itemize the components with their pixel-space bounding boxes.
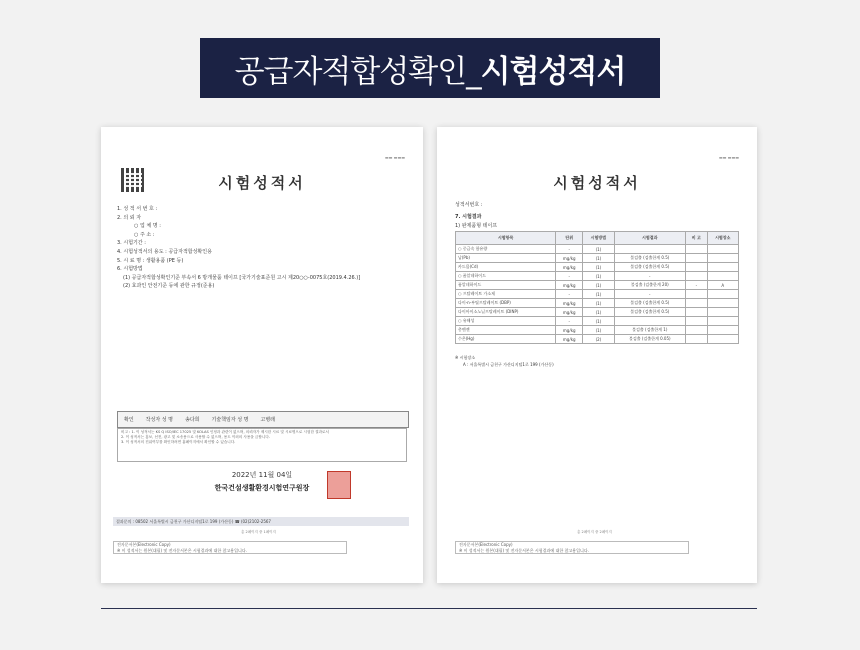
table-cell: -	[556, 245, 583, 254]
section-heading: 7. 시험결과	[455, 214, 482, 220]
report-title: 시험성적서	[218, 174, 306, 192]
table-cell	[707, 299, 738, 308]
table-cell: (1)	[583, 299, 614, 308]
table-cell: mg/kg	[556, 308, 583, 317]
table-cell	[685, 245, 707, 254]
table-cell: mg/kg	[556, 299, 583, 308]
electronic-copy-notice	[113, 541, 347, 554]
table-cell: -	[685, 281, 707, 290]
table-cell: 불검출 (검출한계 1)	[614, 326, 685, 335]
table-row	[456, 263, 739, 272]
table-cell	[707, 290, 738, 299]
table-cell	[685, 299, 707, 308]
table-cell: 불검출 (검출한계 0.05)	[614, 335, 685, 344]
table-cell: -	[556, 272, 583, 281]
field-line: ○ 업 체 명 :	[134, 223, 161, 230]
table-cell: (1)	[583, 326, 614, 335]
approval-cell: 작성자 성 명	[145, 417, 174, 423]
table-cell	[685, 263, 707, 272]
note-line: 3. 이 성적서의 진위여부를 확인하려면 홈페이지에서 확인할 수 있습니다.	[121, 440, 236, 444]
table-cell: -	[614, 272, 685, 281]
divider-line	[101, 608, 757, 609]
table-cell: (1)	[583, 245, 614, 254]
field-line: 4. 시험성적서의 용도 : 공급자적합성확인용	[117, 248, 212, 255]
column-header: 시험방법	[583, 232, 614, 245]
table-cell: ○ 유해성	[456, 317, 556, 326]
table-cell	[685, 290, 707, 299]
report-title: 시험성적서	[553, 174, 641, 192]
document-serial: ▬▬ ▬▬▬	[384, 155, 405, 160]
table-cell	[707, 317, 738, 326]
column-header: 비 고	[685, 232, 707, 245]
table-cell	[707, 272, 738, 281]
table-cell: ○ 중금속 함유량	[456, 245, 556, 254]
column-header: 시험결과	[614, 232, 685, 245]
table-cell: ○ 폼알데하이드	[456, 272, 556, 281]
table-cell: 불검출 (검출한계 0.5)	[614, 263, 685, 272]
table-cell	[685, 308, 707, 317]
table-row	[456, 272, 739, 281]
ecopy-label: 전자문서본(Electronic Copy)	[459, 542, 688, 548]
approval-cell: 고병래	[260, 417, 276, 423]
approval-cell: 송다희	[185, 417, 200, 423]
table-row	[456, 290, 739, 299]
electronic-copy-notice	[455, 541, 689, 554]
banner-title-bold: 시험성적서	[480, 53, 626, 90]
approval-cell: 확인	[124, 417, 134, 423]
field-line: ○ 주 소 :	[134, 231, 155, 238]
report-fields	[117, 205, 407, 291]
page-number: 총 2페이지 중 2페이지	[577, 530, 612, 534]
table-cell: 카드뮴(Cd)	[456, 263, 556, 272]
table-cell: (1)	[583, 254, 614, 263]
test-report-page-2	[437, 127, 757, 583]
table-row	[456, 254, 739, 263]
table-cell: 폼알데하이드	[456, 281, 556, 290]
table-cell: 납(Pb)	[456, 254, 556, 263]
table-header-row	[456, 232, 739, 245]
table-cell: (1)	[583, 290, 614, 299]
report-number: 성적서번호 :	[455, 202, 483, 208]
field-line: (1) 공급자적합성확인기준 부속서 6 방개물품 테이프 [국가기술표준원 고시 제20○○-0075호(2019.4.26.)]	[123, 274, 361, 281]
table-cell: mg/kg	[556, 335, 583, 344]
issuing-organization: 한국건설생활환경시험연구원장	[214, 484, 310, 492]
table-row	[456, 281, 739, 290]
column-header: 단위	[556, 232, 583, 245]
table-cell: (1)	[583, 308, 614, 317]
table-cell: -	[556, 317, 583, 326]
official-seal-stamp	[327, 471, 351, 499]
table-cell	[685, 272, 707, 281]
table-row	[456, 335, 739, 344]
table-row	[456, 317, 739, 326]
ecopy-note: ※ 이 성적서는 원본(대필) 및 전자문서본은 시험결과에 대한 참고용입니다.	[459, 547, 589, 553]
column-header: 시험장소	[707, 232, 738, 245]
table-cell	[685, 335, 707, 344]
field-line: 2. 의 뢰 자	[117, 214, 142, 221]
approval-cell: 기술책임자 성 명	[211, 417, 249, 423]
test-report-page-1	[101, 127, 423, 583]
table-cell	[707, 335, 738, 344]
page-number: 총 2페이지 중 1페이지	[241, 530, 276, 534]
field-line: 1. 성 적 서 번 호 :	[117, 206, 158, 212]
table-cell: (1)	[583, 263, 614, 272]
field-line: (2) 효과인 안전기준 등에 관한 규정(준용)	[123, 283, 215, 290]
table-row	[456, 326, 739, 335]
table-row	[456, 299, 739, 308]
table-cell: mg/kg	[556, 281, 583, 290]
page-title-banner	[200, 38, 660, 98]
table-row	[456, 308, 739, 317]
table-cell: 불검출 (검출한계 0.5)	[614, 254, 685, 263]
table-cell: (2)	[583, 335, 614, 344]
table-cell	[707, 245, 738, 254]
ecopy-label: 전자문서본(Electronic Copy)	[117, 542, 346, 548]
banner-title-regular: 공급자적합성확인_	[234, 53, 481, 90]
document-serial: ▬▬ ▬▬▬	[718, 155, 739, 160]
table-cell	[707, 263, 738, 272]
approval-row	[117, 411, 409, 428]
table-cell	[707, 254, 738, 263]
field-line: 5. 시 료 명 : 생활용품 (PE 등)	[117, 257, 184, 264]
contact-address-bar: 결과문의 : 08502 서울특별시 금천구 가산디지털1로 199 (가산동) ☎ (02)2102-2567	[113, 517, 409, 526]
table-cell: (1)	[583, 281, 614, 290]
table-cell: A	[707, 281, 738, 290]
table-cell: -	[614, 290, 685, 299]
ecopy-note: ※ 이 성적서는 원본(대필) 및 전자문서본은 시험결과에 대한 참고용입니다.	[117, 547, 247, 553]
table-cell	[614, 317, 685, 326]
table-row	[456, 245, 739, 254]
table-cell: 불검출 (검출한계 0.5)	[614, 308, 685, 317]
table-cell: (1)	[583, 317, 614, 326]
test-place-title: ※ 시험장소	[455, 355, 476, 360]
table-cell: mg/kg	[556, 254, 583, 263]
column-header: 시험항목	[456, 232, 556, 245]
field-line: 6. 시험방법	[117, 266, 143, 273]
table-cell: mg/kg	[556, 263, 583, 272]
subsection-heading: 1) 완제품형 테이프	[455, 223, 498, 229]
results-table	[455, 231, 739, 344]
table-cell: 불검출 (검출한계 0.5)	[614, 299, 685, 308]
table-cell	[685, 317, 707, 326]
table-cell: -	[556, 290, 583, 299]
table-cell	[685, 254, 707, 263]
issue-date: 2022년 11월 04일	[231, 471, 293, 479]
table-cell	[707, 308, 738, 317]
table-cell: 다이아이소노닐프탈레이트 (DINP)	[456, 308, 556, 317]
note-line: 2. 이 성적서는 홍보, 선전, 광고 및 소송용으로 사용할 수 없으며, 용도 이외의 사용을 금합니다.	[121, 435, 270, 439]
table-cell: 불검출 (검출한계 20)	[614, 281, 685, 290]
table-cell	[614, 245, 685, 254]
table-cell: 총벤젠	[456, 326, 556, 335]
table-cell: 다이-n-부틸프탈레이트 (DBP)	[456, 299, 556, 308]
table-cell	[707, 326, 738, 335]
table-cell: (1)	[583, 272, 614, 281]
field-line: 3. 시험기간 :	[117, 240, 146, 247]
test-place: A : 서울특별시 금천구 가산디지털1로 199 (가산동)	[463, 362, 554, 367]
table-cell: 수은(Hg)	[456, 335, 556, 344]
table-cell: ○ 프탈레이트 가소제	[456, 290, 556, 299]
note-line: 비고 : 1. 이 성적서는 KS Q ISO/IEC 17025 및 KOLAS 인정과 관련이 없으며, 의뢰자가 제시한 시료 및 시료명으로 시험한 결과로서	[121, 430, 329, 434]
table-cell: mg/kg	[556, 326, 583, 335]
notes-box	[117, 428, 407, 462]
table-cell	[685, 326, 707, 335]
